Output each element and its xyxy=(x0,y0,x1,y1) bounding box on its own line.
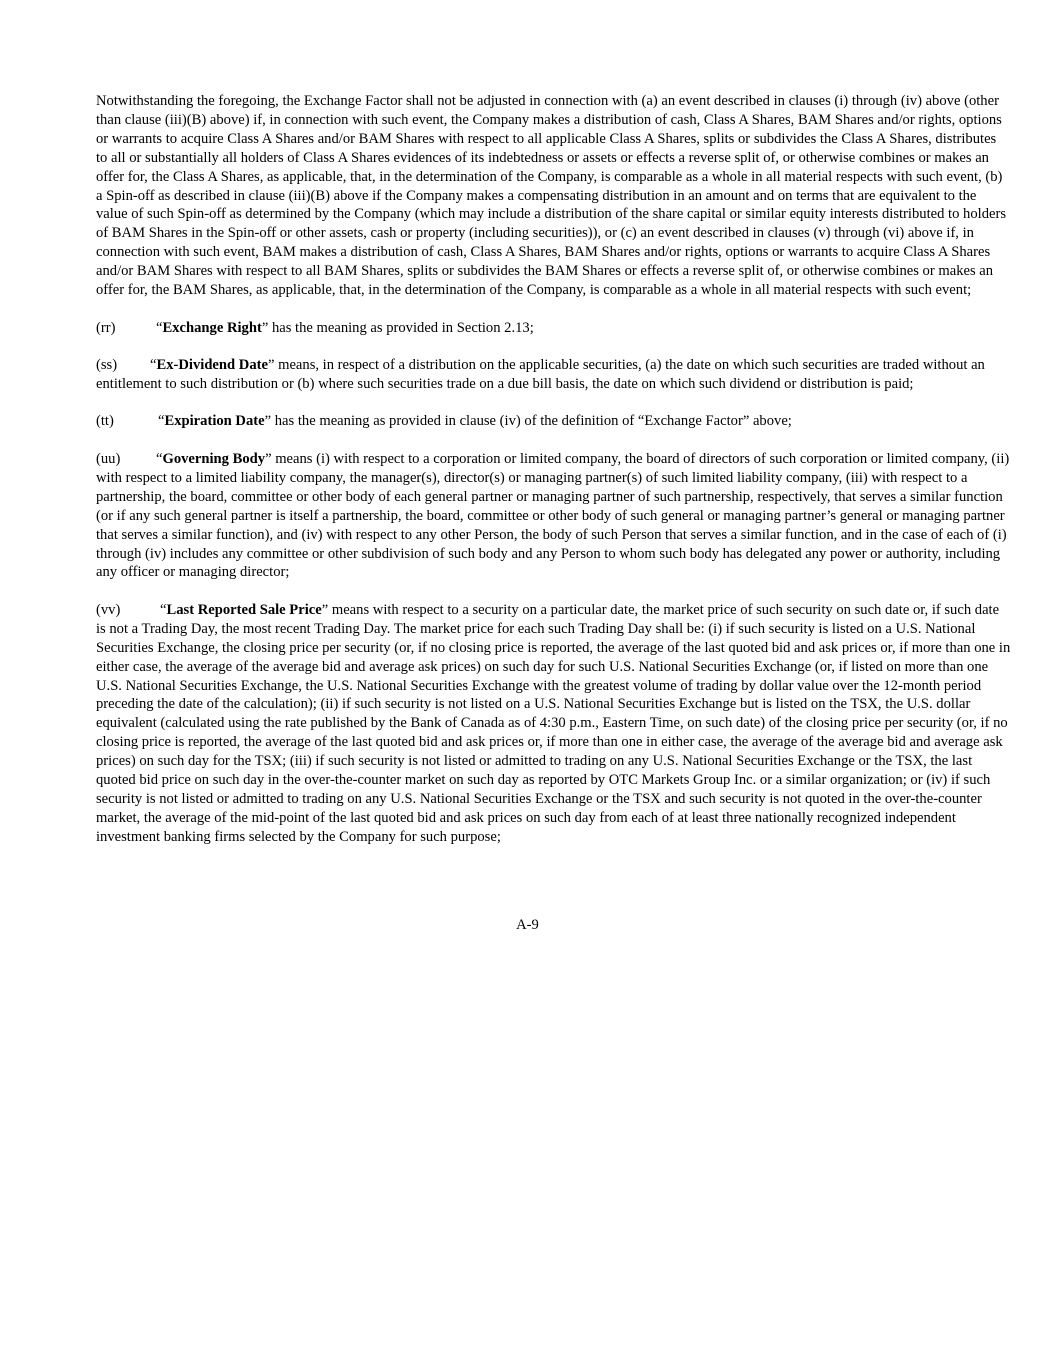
defined-term: Governing Body xyxy=(162,450,266,467)
definition-label: (uu) xyxy=(96,450,121,467)
definition-exchange-right xyxy=(96,319,1011,338)
definition-label: (ss) xyxy=(96,357,118,374)
definition-text: means, in respect of a distribution on the applicable securities, (a) the date on which such securities are traded without an entitlement to such distribution or (b) where such securities trade on a due bill basis, the date on which such dividend or distribution is paid; xyxy=(96,357,985,392)
close-quote: ” xyxy=(267,357,275,374)
definition-label: (tt) xyxy=(96,413,114,430)
defined-term: Expiration Date xyxy=(164,413,265,430)
document-page xyxy=(96,92,1011,865)
open-quote: “ xyxy=(156,319,163,336)
definition-text: has the meaning as provided in clause (iv) of the definition of “Exchange Factor” above; xyxy=(271,413,792,430)
definition-last-reported-sale-price xyxy=(96,601,1011,847)
definition-label: (rr) xyxy=(96,319,116,336)
open-quote: “ xyxy=(158,413,165,430)
page-number: A-9 xyxy=(516,917,539,933)
open-quote: “ xyxy=(150,357,157,374)
defined-term: Ex-Dividend Date xyxy=(156,357,268,374)
definition-text: means with respect to a security on a particular date, the market price of such security on such date or, if such date is not a Trading Day, the most recent Trading Day. The market price for each such Trading Day shall be: (i) if such security is listed on a U.S. National Securities Exchange, the closing price per security (or, if no closing price is reported, the average of the last quoted bid and ask prices or, if more than one in either case, the average of the average bid and average ask prices) on such day for such U.S. National Securities Exchange (or, if listed on more than one U.S. National Securities Exchange, the U.S. National Securities Exchange with the greatest volume of trading by dollar value over the 12-month period preceding the date of the calculation); (ii) if such security is not listed on a U.S. National Securities Exchange but is listed on the TSX, the U.S. dollar equivalent (calculated using the rate published by the Bank of Canada as of 4:30 p.m., Eastern Time, on such date) of the closing price per security (or, if no closing price is reported, the average of the last quoted bid and ask prices or, if more than one in either case, the average of the average bid and average ask prices) on such day for the TSX; (iii) if such security is not listed or admitted to trading on any U.S. National Securities Exchange or the TSX, the last quoted bid price on such day in the over-the-counter market on such day as reported by OTC Markets Group Inc. or a similar organization; or (iv) if such security is not listed or admitted to trading on any U.S. National Securities Exchange or the TSX and such security is not quoted in the over-the-counter market, the average of the mid-point of the last quoted bid and ask prices on such day from each of at least three nationally recognized independent investment banking firms selected by the Company for such purpose; xyxy=(96,601,1011,845)
close-quote: ” xyxy=(321,601,329,618)
definition-text: has the meaning as provided in Section 2.13; xyxy=(268,319,534,336)
close-quote: ” xyxy=(265,450,272,467)
open-quote: “ xyxy=(156,450,163,467)
close-quote: ” xyxy=(261,319,269,336)
definition-governing-body xyxy=(96,450,1011,582)
definition-text: means (i) with respect to a corporation or limited company, the board of directors of such corporation or limited company, (ii) with respect to a limited liability company, the manager(s), director(s) or managing partner(s) of such limited liability company, (iii) with respect to a partnership, the board, committee or other body of each general partner or managing partner of such partnership, respectively, that serves a similar function (or if any such general partner is itself a partnership, the board, committee or other body of such general or managing partner’s general or managing partner that serves a similar function), and (iv) with respect to any other Person, the body of such Person that serves a similar function, and in the case of each of (i) through (iv) includes any committee or other subdivision of such body and any Person to whom such body has delegated any power or authority, including any officer or managing director; xyxy=(96,450,1010,581)
defined-term: Last Reported Sale Price xyxy=(166,601,322,618)
open-quote: “ xyxy=(160,601,167,618)
intro-paragraph: Notwithstanding the foregoing, the Exchange Factor shall not be adjusted in connection with (a) an event described in clauses (i) through (iv) above (other than clause (iii)(B) above) if, in connection with such event, the Company makes a distribution of cash, Class A Shares, BAM Shares and/or rights, options or warrants to acquire Class A Shares and/or BAM Shares with respect to all applicable Class A Shares, splits or subdivides the Class A Shares, distributes to all or substantially all holders of Class A Shares evidences of its indebtedness or assets or effects a reverse split of, or otherwise combines or makes an offer for, the Class A Shares, as applicable, that, in the determination of the Company, is comparable as a whole in all material respects with such event, (b) a Spin-off as described in clause (iii)(B) above if the Company makes a compensating distribution in an amount and on terms that are equivalent to the value of such Spin-off as determined by the Company (which may include a distribution of the share capital or similar equity interests distributed to holders of BAM Shares in the Spin-off or other assets, cash or property (including securities)), or (c) an event described in clauses (v) through (vi) above if, in connection with such event, BAM makes a distribution of cash, Class A Shares, BAM Shares and/or rights, options or warrants to acquire Class A Shares and/or BAM Shares with respect to all BAM Shares, splits or subdivides the BAM Shares or effects a reverse split of, or otherwise combines or makes an offer for, the BAM Shares, as applicable, that, in the determination of the Company, is comparable as a whole in all material respects with such event; xyxy=(96,93,1007,299)
definition-label: (vv) xyxy=(96,601,121,618)
definition-ex-dividend-date xyxy=(96,356,1011,394)
close-quote: ” xyxy=(264,413,272,430)
definition-expiration-date xyxy=(96,412,1011,431)
defined-term: Exchange Right xyxy=(162,319,262,336)
